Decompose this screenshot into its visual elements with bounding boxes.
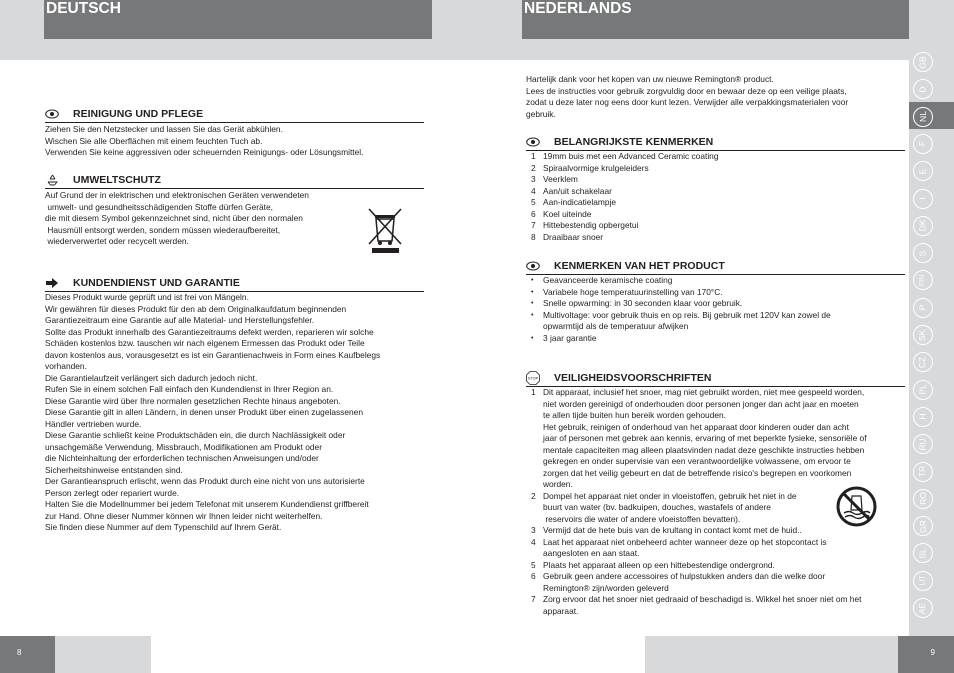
language-code: RU <box>917 438 928 451</box>
list-number: 6 <box>531 571 536 581</box>
section-safety <box>526 367 905 387</box>
language-code: SL <box>917 548 928 559</box>
text-line: Garantiezeitraum eine Garantie auf alle Material- und Herstellungsfehler. <box>45 315 315 325</box>
language-code: RO <box>917 492 928 506</box>
list-item <box>526 571 867 594</box>
language-code: S <box>917 250 928 256</box>
text-line: Hausmüll entsorgt werden, sondern müssen wiederaufbereitet, <box>45 224 281 235</box>
list-text: te allen tijde buiten hun bereik worden gehouden. <box>543 410 726 420</box>
list-item <box>526 232 719 244</box>
language-tab-gr[interactable] <box>913 516 933 536</box>
text-line: Diese Garantie gilt in allen Ländern, in denen unser Produkt über einen zugelassenen <box>45 407 363 417</box>
list-item <box>526 174 719 186</box>
section-heading: BELANGRIJKSTE KENMERKEN <box>554 136 714 148</box>
language-code: P <box>917 304 928 311</box>
list-number: 1 <box>531 151 536 161</box>
no-water-icon <box>836 486 877 527</box>
eye-icon <box>526 260 540 272</box>
list-item <box>526 186 719 198</box>
language-code: GR <box>917 519 928 533</box>
language-code: F <box>917 141 928 147</box>
section-heading: VEILIGHEIDSVOORSCHRIFTEN <box>554 372 712 384</box>
list-number: 4 <box>531 185 536 196</box>
list-item <box>526 209 719 221</box>
list-text: zorgen dat het veilig gebeurt en dat de betreffende risico's begrepen en voorkomen <box>543 467 852 478</box>
language-tab-h[interactable] <box>913 407 933 427</box>
list-text: Hittebestendig opbergetui <box>543 220 639 230</box>
language-code: H <box>917 413 928 420</box>
list-text: Koel uiteinde <box>543 208 592 219</box>
list-number: 5 <box>531 559 536 570</box>
key-features-list <box>526 151 719 243</box>
text-line: Hartelijk dank voor het kopen van uw nieuwe Remington® product. <box>526 74 774 84</box>
list-item <box>526 151 719 163</box>
list-item <box>526 594 867 617</box>
page-number-right: 9 <box>898 636 954 673</box>
section-key-features <box>526 131 905 151</box>
language-code: E <box>917 168 928 175</box>
list-text: niet worden gereinigd of onderhouden door personen jonger dan acht jaar en moeten <box>543 398 859 409</box>
environment-text <box>45 190 309 248</box>
text-line: Wir gewähren für dieses Produkt für den ab dem Originalkaufdatum beginnenden <box>45 303 347 314</box>
list-text: Spiraalvormige krulgeleiders <box>543 162 649 173</box>
eye-icon <box>45 108 59 120</box>
list-item <box>526 491 867 526</box>
list-text: Laat het apparaat niet onbeheerd achter wanneer deze op het stopcontact is <box>543 536 827 547</box>
text-line: vorhanden. <box>45 361 87 371</box>
list-text: • Geavanceerde keramische coating <box>543 275 673 285</box>
language-code: PL <box>917 384 928 395</box>
list-number: 6 <box>531 208 536 219</box>
section-heading: UMWELTSCHUTZ <box>73 174 161 186</box>
list-text: • Multivoltage: voor gebruik thuis en op reis. Bij gebruik met 120V kan zowel de <box>543 309 831 320</box>
language-tab-lit[interactable] <box>913 571 933 591</box>
section-cleaning <box>45 103 424 123</box>
list-item <box>526 560 867 572</box>
text-line: die Nichteinhaltung der erforderlichen technischen Anweisungen und/oder <box>45 453 319 463</box>
text-line: Sollte das Produkt innerhalb des Garantiezeitraums defekt werden, reparieren wir solche <box>45 326 374 337</box>
list-number: 2 <box>531 162 536 173</box>
arrow-right-icon <box>45 277 59 289</box>
language-code: I <box>917 197 928 200</box>
text-line: zodat u deze later nog eens door kunt lezen. Verwijder alle verpakkingsmaterialen voor <box>526 97 849 107</box>
eye-icon <box>526 136 540 148</box>
list-number: 3 <box>531 525 536 535</box>
text-line: Diese Garantie schließt keine Produktschäden ein, die durch Nachlässigkeit oder <box>45 430 346 440</box>
list-text: Remington® zijn/worden geleverd <box>543 582 669 593</box>
list-text: reservoirs die water of andere vloeistoffen bevatten). <box>543 513 741 524</box>
text-line: Schäden kostenlos bzw. tauschen wir nach eigenem Ermessen das Produkt oder Teile <box>45 338 365 348</box>
list-number: 1 <box>531 387 536 397</box>
text-line: zur Hand. Ohne dieser Nummer können wir Ihnen leider nicht weiterhelfen. <box>45 510 323 521</box>
list-text: aangesloten en aan staat. <box>543 548 640 558</box>
list-item <box>526 220 719 232</box>
list-text: opwarmtijd als de temperatuur afwijken <box>543 321 689 331</box>
list-number: 3 <box>531 174 536 184</box>
text-line: Dieses Produkt wurde geprüft und ist frei von Mängeln. <box>45 292 249 302</box>
page-number-left: 8 <box>0 636 55 673</box>
stop-icon-text: STOP <box>527 376 539 381</box>
section-service <box>45 272 424 292</box>
language-code: NL <box>917 111 928 123</box>
list-text: Gebruik geen andere accessoires of hulpstukken anders dan die welke door <box>543 571 826 581</box>
language-code: CZ <box>917 356 928 368</box>
text-line: Halten Sie die Modellnummer bei jedem Telefonat mit unserem Kundendienst griffbereit <box>45 499 369 509</box>
language-tab-ro[interactable] <box>913 489 933 509</box>
language-tab-f[interactable] <box>913 134 933 154</box>
language-tab-i[interactable] <box>913 189 933 209</box>
list-item <box>526 275 831 287</box>
text-line: Lees de instructies voor gebruik zorgvuldig door en bewaar deze op een veilige plaats, <box>526 85 847 96</box>
list-text: 19mm buis met een Advanced Ceramic coating <box>543 151 719 161</box>
text-line: Sicherheitshinweise entstanden sind. <box>45 464 183 475</box>
list-text: Draaibaar snoer <box>543 231 604 242</box>
list-item <box>526 163 719 175</box>
list-text: Het gebruik, reinigen of onderhoud van het apparaat door kinderen ouder dan acht <box>543 421 849 432</box>
section-heading: KENMERKEN VAN HET PRODUCT <box>554 260 725 272</box>
list-text: jaar of personen met gebrek aan kennis, ervaring of met beperkte fysieke, sensoriële of <box>543 433 867 443</box>
language-tab-ae[interactable] <box>913 598 933 618</box>
language-code: TR <box>917 465 928 478</box>
page-title-nederlands: NEDERLANDS <box>522 0 909 39</box>
language-code: FIN <box>919 274 927 287</box>
stop-icon <box>526 372 540 384</box>
text-line: Die Garantielaufzeit verlängert sich dadurch jedoch nicht. <box>45 372 258 383</box>
text-line: die mit diesem Symbol gekennzeichnet sind, nicht über den normalen <box>45 213 303 223</box>
cleaning-text <box>45 124 363 159</box>
text-line: Händler vertrieben wurde. <box>45 418 142 429</box>
section-environment <box>45 169 424 189</box>
list-number: 8 <box>531 231 536 242</box>
page-title-deutsch: DEUTSCH <box>44 0 432 39</box>
language-code: AE <box>917 602 928 614</box>
list-item <box>526 197 719 209</box>
language-tab-nl[interactable] <box>913 107 933 127</box>
language-tab-dk[interactable] <box>913 216 933 236</box>
text-line: unsachgemäße Verwendung, Missbrauch, Modifikationen am Produkt oder <box>45 441 322 452</box>
language-tab-s[interactable] <box>913 243 933 263</box>
text-line: Diese Garantie wird über Ihre normalen gesetzlichen Rechte hinaus angeboten. <box>45 395 341 406</box>
list-text: Dompel het apparaat niet onder in vloeistoffen, gebruik het niet in de <box>543 490 797 501</box>
text-line: Ziehen Sie den Netzstecker und lassen Sie das Gerät abkühlen. <box>45 124 283 134</box>
text-line: gebruik. <box>526 108 556 119</box>
text-line: davon kostenlos aus, vorausgesetzt es ist ein Garantienachweis in Form eines Kaufbelegs <box>45 349 381 360</box>
list-number: 4 <box>531 536 536 547</box>
text-line: Auf Grund der in elektrischen und elektronischen Geräten verwendeten <box>45 190 309 200</box>
text-line: Wischen Sie alle Oberflächen mit einem feuchten Tuch ab. <box>45 135 263 146</box>
section-heading: KUNDENDIENST UND GARANTIE <box>73 277 240 289</box>
list-number: 2 <box>531 490 536 501</box>
product-features-list <box>526 275 831 344</box>
intro-text <box>526 74 848 120</box>
right-footer-band <box>645 636 898 673</box>
list-text: Plaats het apparaat alleen op een hittebestendige ondergrond. <box>543 559 775 570</box>
list-number: 7 <box>531 594 536 604</box>
text-line: wiederverwertet oder recycelt werden. <box>45 236 189 246</box>
language-code: GB <box>917 55 928 69</box>
language-code: DK <box>917 219 928 232</box>
language-code: LIT <box>919 575 927 586</box>
list-text: worden. <box>543 479 573 489</box>
list-item <box>526 333 831 345</box>
list-text: Vermijd dat de hete buis van de krultang in contact komt met de huid.. <box>543 525 802 535</box>
list-item <box>526 537 867 560</box>
list-item <box>526 287 831 299</box>
text-line: Person zerlegt oder repariert wurde. <box>45 487 180 498</box>
safety-list <box>526 387 867 617</box>
list-text: Zorg ervoor dat het snoer niet gedraaid of beschadigd is. Wikkel het snoer niet om het <box>543 594 862 604</box>
text-line: Rufen Sie in einem solchen Fall einfach den Kundendienst in Ihrer Region an. <box>45 384 334 394</box>
language-tab-tr[interactable] <box>913 462 933 482</box>
service-text <box>45 292 380 534</box>
section-heading: REINIGUNG UND PFLEGE <box>73 108 204 120</box>
recycle-icon <box>45 174 59 186</box>
text-line: Sie finden diese Nummer auf dem Typenschild auf Ihrem Gerät. <box>45 522 282 532</box>
text-line: Verwenden Sie keine aggressiven oder scheuernden Reinigungs- oder Lösungsmittel. <box>45 147 364 157</box>
list-text: Aan/uit schakelaar <box>543 185 612 196</box>
list-number: 7 <box>531 220 536 230</box>
list-item <box>526 387 867 491</box>
list-text: • Snelle opwarming: in 30 seconden klaar voor gebruik. <box>543 298 743 308</box>
language-tab-pl[interactable] <box>913 380 933 400</box>
list-item <box>526 298 831 310</box>
text-line: Der Garantieanspruch erlischt, wenn das Produkt durch eine nicht von uns autorisierte <box>45 476 365 486</box>
list-text: apparaat. <box>543 605 579 616</box>
crossed-out-bin-icon <box>366 206 404 254</box>
list-text: Dit apparaat, inclusief het snoer, mag niet gebruikt worden, niet mee gespeeld worden, <box>543 387 865 397</box>
list-item <box>526 310 831 333</box>
section-product-features <box>526 255 905 275</box>
language-tab-gb[interactable] <box>913 52 933 72</box>
language-code: D <box>917 86 928 93</box>
left-footer-band <box>55 636 151 673</box>
list-text: gekregen en onder supervisie van een verantwoordelijke volwassene, om ervoor te <box>543 456 851 466</box>
language-tab-sk[interactable] <box>913 325 933 345</box>
language-tab-p[interactable] <box>913 298 933 318</box>
language-code: SK <box>917 329 928 341</box>
list-text: • Variabele hoge temperatuurinstelling van 170°C. <box>543 286 723 297</box>
list-text: • 3 jaar garantie <box>543 332 597 343</box>
list-text: buurt van water (bv. badkuipen, douches, wastafels of andere <box>543 502 771 512</box>
list-text: Aan-indicatielampje <box>543 197 617 207</box>
list-text: mentale capaciteiten mag alleen plaatsvinden nadat deze geschikte instructies hebben <box>543 444 865 455</box>
list-item <box>526 525 867 537</box>
list-text: Veerklem <box>543 174 578 184</box>
list-number: 5 <box>531 197 536 207</box>
text-line: umwelt- und gesundheitsschädigenden Stoffe dürfen Geräte, <box>45 201 273 212</box>
